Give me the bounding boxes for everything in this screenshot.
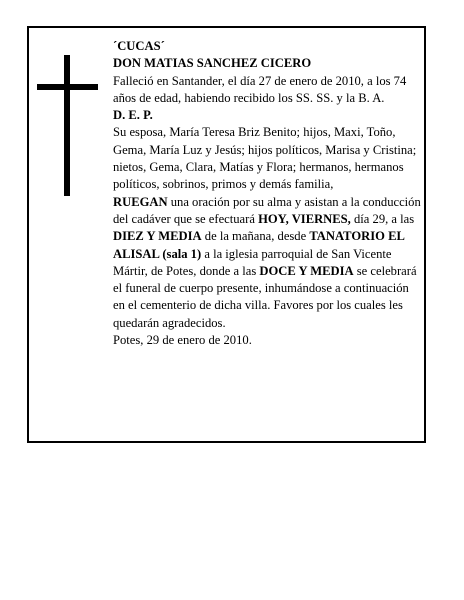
tanatorio-label: TANATORIO EL ALISAL (sala 1) xyxy=(113,229,405,261)
cross-horizontal-bar xyxy=(37,84,98,90)
nickname: ´CUCAS´ xyxy=(113,39,165,53)
hoy-viernes-label: HOY, VIERNES, xyxy=(258,211,351,226)
doce-y-media-label: DOCE Y MEDIA xyxy=(259,263,354,278)
place-date: Potes, 29 de enero de 2010. xyxy=(113,333,252,348)
cross-vertical-bar xyxy=(64,55,70,196)
dep-heading: D. E. P. xyxy=(113,108,153,123)
cross-icon xyxy=(37,55,98,196)
diez-y-media-label: DIEZ Y MEDIA xyxy=(113,229,202,244)
obituary-text xyxy=(113,38,421,349)
funeral-request: RUEGAN una oración por su alma y asistan a la conducción del cadáver que se efectuará HOY, VIERNES, día 29, a las DIEZ Y MEDIA de la mañana, desde TANATORIO EL ALISAL (sala 1) a la iglesia parroquial de San Vicente Mártir, de Potes, donde a las DOCE Y MEDIA se celebrará el funeral de cuerpo presente, inhumándose a continuación en el cementerio de dicha villa. Favores por los cuales les quedarán agradecidos. xyxy=(113,194,421,330)
ruegan-label: RUEGAN xyxy=(113,194,168,209)
deceased-name: DON MATIAS SANCHEZ CICERO xyxy=(113,56,312,71)
death-statement: Falleció en Santander, el día 27 de enero de 2010, a los 74 años de edad, habiendo recibido los SS. SS. y la B. A. xyxy=(113,73,407,105)
family-list: Su esposa, María Teresa Briz Benito; hijos, Maxi, Toño, Gema, María Luz y Jesús; hijos políticos, Marisa y Cristina; nietos, Gema, Clara, Matías y Flora; hermanos, hermanos políticos, sobrinos, primos y demás familia, xyxy=(113,125,417,192)
